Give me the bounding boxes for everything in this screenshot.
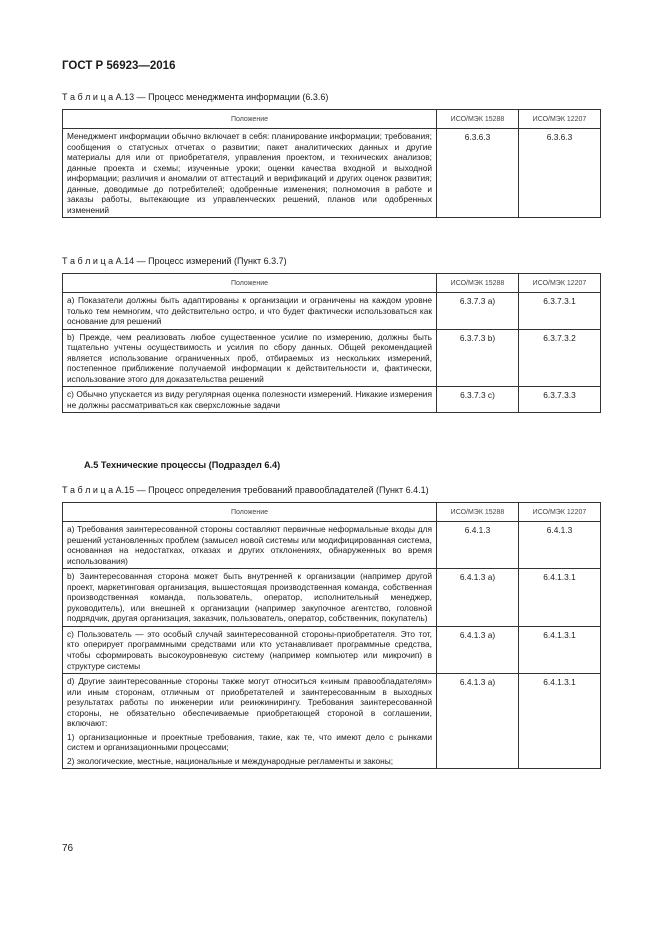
column-header-iso-12207: ИСО/МЭК 12207 <box>519 503 601 522</box>
section-heading: А.5 Технические процессы (Подраздел 6.4) <box>84 460 281 470</box>
row-description: c) Обычно упускается из виду регулярная оценка полезности измерений. Никакие измерения не должны рассматриваться как сверхсложные задачи <box>63 387 437 413</box>
table-row <box>63 129 601 218</box>
table-row <box>63 569 601 627</box>
document-title: ГОСТ Р 56923—2016 <box>62 60 176 72</box>
column-header-iso-15288: ИСО/МЭК 15288 <box>437 110 519 129</box>
row-description <box>63 569 437 627</box>
row-description <box>63 674 437 769</box>
column-header-iso-12207: ИСО/МЭК 12207 <box>519 110 601 129</box>
row-iso-12207-ref: 6.3.7.3.3 <box>519 387 601 413</box>
row-paragraph: 2) экологические, местные, национальные и международные регламенты и законы; <box>67 755 394 766</box>
table-row <box>63 626 601 673</box>
row-paragraph: a) Требования заинтересованной стороны составляют первичные неформальные входы для решений установленных проблем (замысел новой системы или модифицированная система, основанная на недостатках, отказах и других отклонениях, обнаруженных во время использования) <box>67 524 432 566</box>
row-iso-15288-ref: 6.4.1.3 a) <box>437 626 519 673</box>
row-iso-12207-ref: 6.3.7.3.1 <box>519 293 601 330</box>
column-header-iso-12207: ИСО/МЭК 12207 <box>519 274 601 293</box>
table-caption-a14: Т а б л и ц а А.14 — Процесс измерений (Пункт 6.3.7) <box>62 256 287 266</box>
row-iso-15288-ref: 6.4.1.3 a) <box>437 674 519 769</box>
table-a13 <box>62 109 601 218</box>
table-row <box>63 293 601 330</box>
column-header-iso-15288: ИСО/МЭК 15288 <box>437 503 519 522</box>
table-header-row <box>63 503 601 522</box>
row-description: b) Прежде, чем реализовать любое существенное усилие по измерению, должны быть тщательно учтены осуществимость и усилия по сбору данных. Общей рекомендацией является использование ограниченных проб, отбираемых из нескольких измерений, постепенное приближение получаемой информации к действительности и, фактически, использование этого для доказательства решений <box>63 329 437 387</box>
row-iso-15288-ref: 6.4.1.3 a) <box>437 569 519 627</box>
row-paragraph: 1) организационные и проектные требования, такие, как те, что имеют дело с рынками систем и организационными процессами; <box>67 731 432 753</box>
row-paragraph: b) Заинтересованная сторона может быть внутренней к организации (например другой проект, маркетинговая организация, вышестоящая производственная команда, собственная производственная команда, пользователь, оператор, исполнительный менеджер, руководитель), или внешней к организации (например закупочное агентство, головной подрядчик, другая организация, заказчик, пользователь, оператор, собственник, покупатель) <box>67 571 432 624</box>
row-description: a) Показатели должны быть адаптированы к организации и ограничены на каждом уровне только тем немногим, что действительно остро, и что будет фактически использоваться как основание для решений <box>63 293 437 330</box>
row-iso-15288-ref: 6.3.7.3 c) <box>437 387 519 413</box>
row-description <box>63 522 437 569</box>
row-iso-15288-ref: 6.3.7.3 b) <box>437 329 519 387</box>
table-caption-a13: Т а б л и ц а А.13 — Процесс менеджмента информации (6.3.6) <box>62 92 329 102</box>
table-a15 <box>62 502 601 769</box>
row-description: Менеджмент информации обычно включает в себя: планирование информации; требования; сообщения о статусных отчетах о развитии; пакет аналитических данных и другие материалы для или от приобретателя, управления проектом, и технических анализов; данные проекта и схемы; изученные уроки; оценки качества входной и выходной информации; различия и аномалии от аттестаций и верификаций и других оценок развития; данные, доводимые до потребителей; одобренные изменения; полномочия в работе и заказы работы, вытекающие из управленческих решений, планов или одобренных изменений <box>63 129 437 218</box>
table-row <box>63 387 601 413</box>
row-iso-12207-ref: 6.4.1.3.1 <box>519 569 601 627</box>
row-iso-12207-ref: 6.3.6.3 <box>519 129 601 218</box>
row-iso-12207-ref: 6.4.1.3 <box>519 522 601 569</box>
row-description <box>63 626 437 673</box>
row-paragraph: d) Другие заинтересованные стороны также могут относиться к«иным правообладателям» или иным сторонам, отличным от приобретателей и заинтересованным в выходных результатах работы по инженерии или реинжинирингу. Требования заинтересованной стороны, не обязательно обеспечиваемые приобретающей стороной в соглашении, включают: <box>67 676 432 729</box>
row-iso-15288-ref: 6.3.6.3 <box>437 129 519 218</box>
column-header-iso-15288: ИСО/МЭК 15288 <box>437 274 519 293</box>
table-header-row <box>63 110 601 129</box>
table-row <box>63 522 601 569</box>
row-paragraph: c) Пользователь — это особый случай заинтересованной стороны-приобретателя. Это тот, кто оперирует программными средствами или кто устанавливает программные средства, чтобы сформировать высокоуровневую систему (например компьютер или микрочип) в структуре системы <box>67 628 432 671</box>
page-number: 76 <box>62 843 74 854</box>
table-caption-a15: Т а б л и ц а А.15 — Процесс определения требований правообладателей (Пункт 6.4.1) <box>62 485 429 495</box>
row-iso-15288-ref: 6.3.7.3 a) <box>437 293 519 330</box>
table-row <box>63 674 601 769</box>
row-iso-12207-ref: 6.4.1.3.1 <box>519 626 601 673</box>
table-a14 <box>62 273 601 413</box>
column-header-position: Положение <box>63 110 437 129</box>
column-header-position: Положение <box>63 503 437 522</box>
table-header-row <box>63 274 601 293</box>
row-iso-12207-ref: 6.3.7.3.2 <box>519 329 601 387</box>
row-iso-15288-ref: 6.4.1.3 <box>437 522 519 569</box>
row-iso-12207-ref: 6.4.1.3.1 <box>519 674 601 769</box>
column-header-position: Положение <box>63 274 437 293</box>
table-row <box>63 329 601 387</box>
